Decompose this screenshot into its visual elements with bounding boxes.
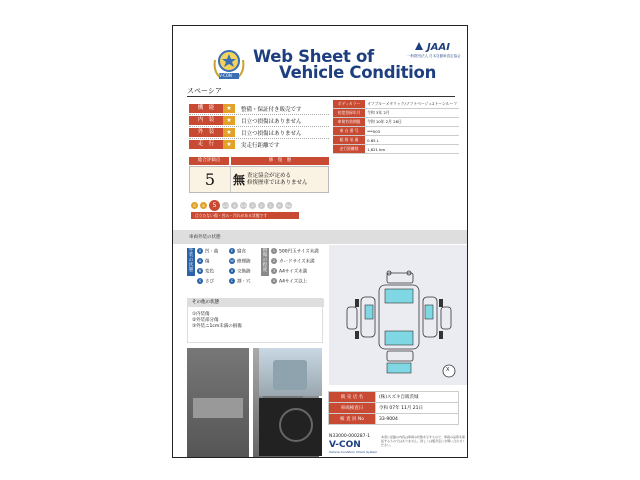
badge-text: V-CON: [219, 73, 232, 78]
car-diagram: [329, 245, 468, 385]
legend: [187, 245, 253, 293]
score-box: [189, 166, 329, 193]
legend-item: B 変色: [198, 269, 214, 275]
model-name: スペーシア: [187, 87, 222, 95]
table-row: ボディカラー オフブルーメタリック/ソフトベージュ2トーンルーフ: [333, 100, 459, 109]
repair-history-text: 査定協会が定める 修復歴車ではありません: [247, 173, 308, 186]
legend-item: X 交換跡: [230, 269, 251, 275]
degree-item: 2 カードサイズ未満: [272, 259, 315, 265]
star-icon: ★: [223, 104, 235, 113]
divider: [187, 96, 455, 97]
scale-item: 1: [267, 202, 274, 209]
section-bar: [173, 230, 468, 244]
scale-item: S: [191, 202, 198, 209]
divider: [189, 126, 329, 127]
grade-text: 目立つ損傷はありません: [241, 130, 302, 137]
grade-text: 整備・保証付き販売です: [241, 106, 302, 113]
other-conditions: [187, 298, 323, 343]
table-row: 初度登録年月 令和 3年 2月: [333, 109, 459, 118]
photo-meter: [259, 398, 322, 456]
grade-text: 実走行距離です: [241, 142, 280, 149]
star-icon: ★: [223, 128, 235, 137]
table-row: 車 台 番 号 ***503: [333, 127, 459, 136]
table-row: 総 排 気 量 0.65 L: [333, 136, 459, 145]
photo-interior: [187, 348, 249, 458]
title-line2: Vehicle Condition: [279, 63, 437, 82]
grade-row-mileage: [189, 140, 280, 149]
scale-item: RA: [285, 203, 292, 208]
grade-label: 機 能: [189, 104, 223, 113]
degree-item: 3 A4サイズ未満: [272, 269, 308, 275]
scale-item: 3: [249, 202, 256, 209]
document-code: N33000-000287-1: [329, 434, 370, 439]
divider: [189, 114, 329, 115]
scale-item: 3.5: [240, 203, 247, 208]
footer-logo-sub: Vehicle Condition Check System: [329, 450, 378, 454]
jaai-logo-icon: [413, 40, 425, 52]
scale-note: 目立たない傷・凹み・汚れがある状態です: [191, 212, 299, 219]
degree-item: 4 A4サイズ以上: [272, 279, 308, 285]
list-item: ③外装ニ1cm未満の損傷: [192, 324, 242, 329]
table-row: 車両検査日 令和 07年 11月 21日: [329, 403, 459, 414]
score-scale: [191, 200, 294, 211]
scale-item: R: [276, 202, 283, 209]
table-row: 販 売 店 名 (株)スズキ自販茨城: [329, 392, 459, 403]
score-header-right: 修 復 歴: [231, 157, 329, 165]
car-outline-icon: [329, 245, 468, 385]
legend-item: S さび: [198, 279, 214, 285]
scale-item: 6: [200, 202, 207, 209]
overall-score: 5: [190, 167, 231, 192]
footer-logo: V-CON: [329, 440, 361, 450]
degree-group-label: 損傷の程度: [261, 248, 269, 276]
star-icon: ★: [223, 140, 235, 149]
degree-item: 1 500円玉サイズ未満: [272, 249, 319, 255]
list-item: ①内装傷: [192, 312, 210, 317]
diagram-marker: X: [446, 367, 450, 373]
table-row: 検 査 員 No 33-9004: [329, 414, 459, 425]
grade-label: 外 装: [189, 128, 223, 137]
list-item: ②外装部分傷: [192, 318, 219, 323]
grade-label: 走 行: [189, 140, 223, 149]
org-logo: JAAI: [427, 42, 450, 53]
legend-item: U 凹・曲: [198, 249, 219, 255]
grade-row-exterior: [189, 128, 302, 137]
spec-table: [333, 100, 459, 154]
legend-item: A 傷: [198, 259, 210, 265]
table-row: 車検有効期限 令和 10年 2月 28日: [333, 118, 459, 127]
legend-item: E 腐食: [230, 249, 246, 255]
other-header: その他の状態: [188, 299, 324, 307]
vehicle-condition-sheet: [172, 25, 468, 458]
scale-item: 2: [258, 202, 265, 209]
org-subtitle: 一般財団法人 日本自動車査定協会: [407, 54, 461, 58]
photo-exterior: [259, 348, 322, 396]
grade-row-function: [189, 104, 302, 113]
scale-item: 4.5: [222, 203, 229, 208]
score-header: [189, 157, 329, 165]
scale-item-selected: 5: [209, 200, 220, 211]
legend-group-label: 外装の状態: [187, 248, 195, 276]
dealer-table: [328, 391, 459, 425]
grade-row-interior: [189, 116, 302, 125]
grade-label: 内 装: [189, 116, 223, 125]
footer-note: 本書に記載の内容は車両の状態を示すもので、車両の品質を保証するものではありません。詳しくは販売店にお問い合わせください。: [381, 435, 466, 447]
star-icon: ★: [223, 116, 235, 125]
legend-item: W 修理跡: [230, 259, 251, 265]
score-header-left: 総合評価点: [189, 157, 229, 165]
title-line1: Web Sheet of: [253, 47, 374, 66]
table-row: 走行距離数 1,621 km: [333, 145, 459, 154]
section-label: 車両外装の状態: [189, 235, 221, 240]
legend-item: C 割・穴: [230, 279, 251, 285]
scale-item: 4: [231, 202, 238, 209]
grade-text: 目立つ損傷はありません: [241, 118, 302, 125]
repair-history-mark: 無: [232, 173, 245, 187]
divider: [189, 138, 329, 139]
